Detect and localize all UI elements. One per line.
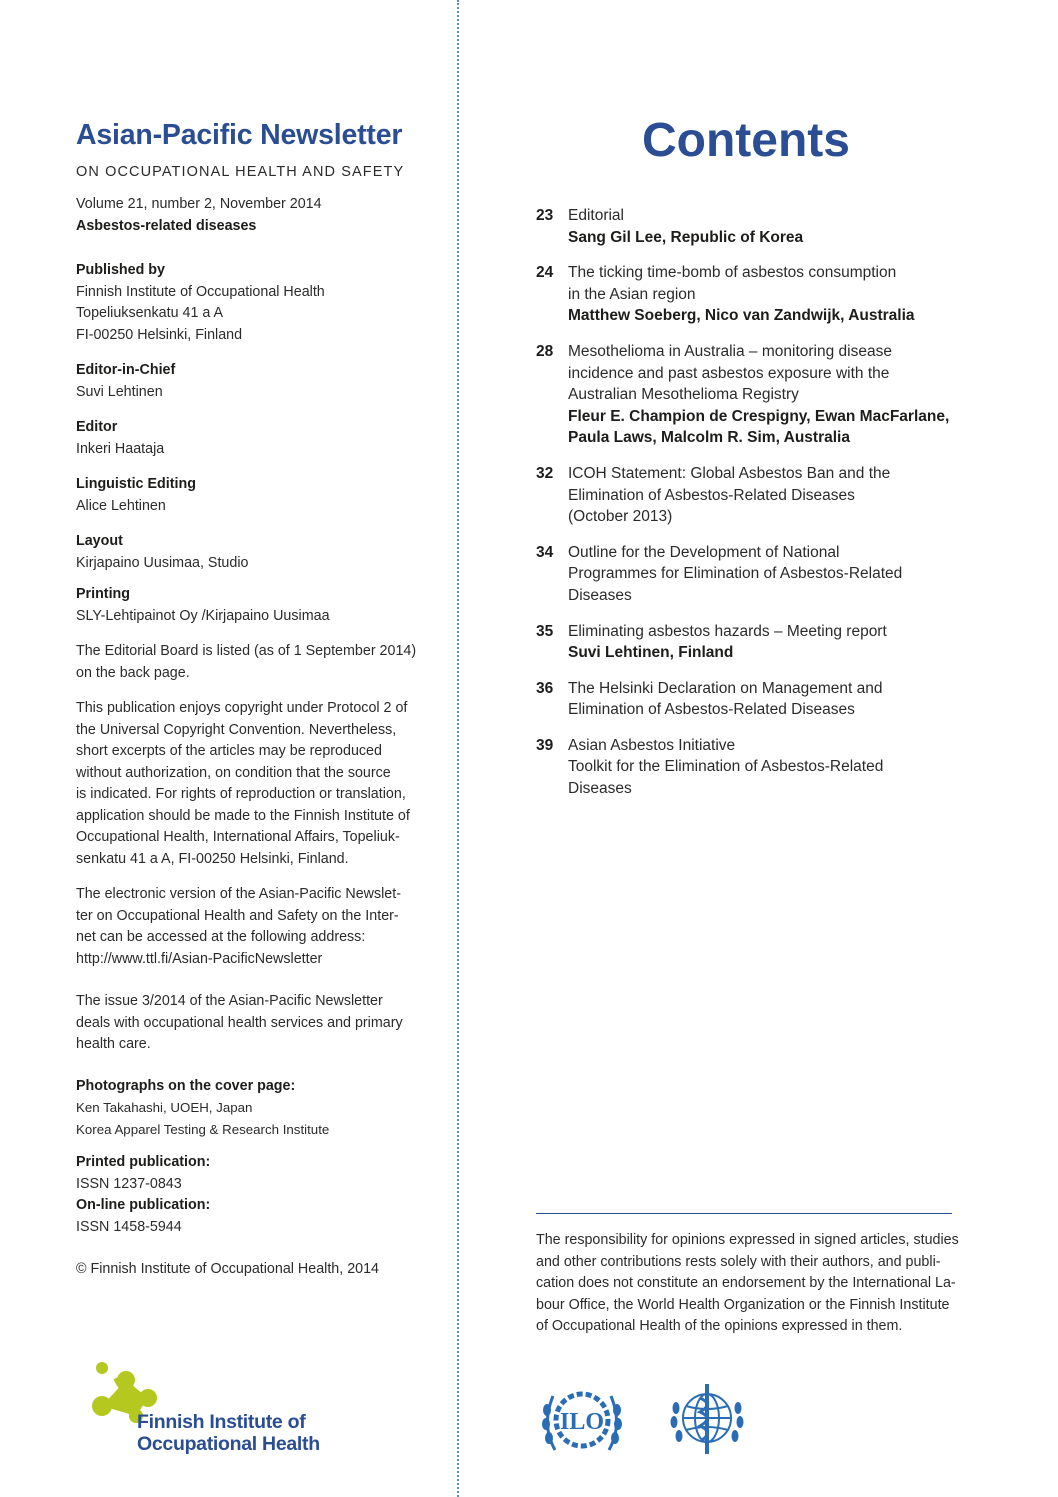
toc-title-line: in the Asian region	[568, 285, 696, 303]
toc-title-line: Eliminating asbestos hazards – Meeting report	[568, 622, 887, 640]
toc-authors-line: Fleur E. Champion de Crespigny, Ewan MacFarlane,	[568, 407, 950, 425]
toc-page-number: 32	[536, 464, 554, 482]
toc-title-line: The Helsinki Declaration on Management and	[568, 679, 883, 697]
fioh-logo-line: Occupational Health	[137, 1433, 320, 1455]
note-line: on the back page.	[76, 664, 190, 681]
toc-entry[interactable]	[536, 341, 976, 449]
ilo-letters: ILO	[559, 1409, 605, 1435]
credit-label: Editor	[76, 419, 118, 435]
toc-page-number: 24	[536, 264, 554, 282]
colophon	[76, 116, 431, 1281]
toc-title-line: ICOH Statement: Global Asbestos Ban and the	[568, 464, 891, 482]
toc-title-line: Asian Asbestos Initiative	[568, 736, 736, 754]
credit-label: Linguistic Editing	[76, 476, 196, 492]
note-line: senkatu 41 a A, FI-00250 Helsinki, Finland.	[76, 850, 349, 867]
toc-entry[interactable]	[536, 205, 976, 248]
publication-subtitle: ON OCCUPATIONAL HEALTH AND SAFETY	[76, 164, 405, 180]
note-line: application should be made to the Finnish Institute of	[76, 807, 410, 824]
toc-title-line: Elimination of Asbestos-Related Diseases	[568, 701, 855, 719]
note-line: deals with occupational health services and primary	[76, 1014, 403, 1031]
toc-authors-line: Sang Gil Lee, Republic of Korea	[568, 228, 804, 246]
note-line: ter on Occupational Health and Safety on the Inter-	[76, 907, 399, 924]
who-logo	[666, 1378, 748, 1460]
toc-authors-line: Matthew Soeberg, Nico van Zandwijk, Australia	[568, 307, 915, 325]
editorial-board-note	[76, 641, 431, 684]
credit-line: Alice Lehtinen	[76, 497, 166, 514]
toc-title-line: Diseases	[568, 586, 632, 604]
credit-editor	[76, 417, 431, 460]
credit-printing	[76, 584, 431, 627]
toc-title-line: Toolkit for the Elimination of Asbestos-Related	[568, 758, 884, 776]
toc-title-line: Editorial	[568, 207, 624, 224]
note-line: short excerpts of the articles may be reproduced	[76, 743, 382, 759]
column-divider	[457, 0, 459, 1497]
issue-theme: Asbestos-related diseases	[76, 217, 257, 234]
toc-entry[interactable]	[536, 542, 976, 607]
toc-title-line: Diseases	[568, 780, 632, 798]
copyright-note	[76, 698, 431, 870]
next-issue-note	[76, 991, 431, 1056]
credit-layout	[76, 531, 431, 574]
toc-title-line: incidence and past asbestos exposure with the	[568, 364, 890, 382]
disclaimer-line: cation does not constitute an endorsement by the International La-	[536, 1275, 956, 1291]
note-line: This publication enjoys copyright under Protocol 2 of	[76, 700, 408, 716]
issn-value: ISSN 1458-5944	[76, 1218, 182, 1235]
issn-label: Printed publication:	[76, 1154, 211, 1170]
disclaimer-line: The responsibility for opinions expressed in signed articles, studies	[536, 1232, 959, 1248]
toc-authors-line: Paula Laws, Malcolm R. Sim, Australia	[568, 429, 850, 447]
toc-page-number: 39	[536, 736, 554, 754]
credit-label: Editor-in-Chief	[76, 362, 176, 378]
credit-line: FI-00250 Helsinki, Finland	[76, 326, 243, 343]
note-line: net can be accessed at the following address:	[76, 929, 366, 945]
copyright-line: © Finnish Institute of Occupational Health, 2014	[76, 1261, 379, 1277]
credit-linguistic-editing	[76, 474, 431, 517]
toc-entry[interactable]	[536, 621, 976, 664]
publication-title: Asian-Pacific Newsletter	[76, 119, 403, 151]
electronic-version-note	[76, 884, 431, 970]
disclaimer-line: of Occupational Health of the opinions expressed in them.	[536, 1318, 903, 1334]
issn-block	[76, 1152, 431, 1238]
toc-entry[interactable]	[536, 262, 976, 327]
toc-page-number: 35	[536, 622, 554, 640]
note-line: health care.	[76, 1036, 151, 1052]
note-line: Occupational Health, International Affairs, Topeliuk-	[76, 829, 400, 845]
note-line: The electronic version of the Asian-Pacific Newslet-	[76, 886, 401, 902]
note-line: is indicated. For rights of reproduction or translation,	[76, 786, 406, 802]
credit-label: Layout	[76, 533, 123, 549]
disclaimer	[536, 1230, 981, 1338]
credit-line: Suvi Lehtinen	[76, 383, 163, 400]
toc-title-line: (October 2013)	[568, 508, 673, 526]
toc-title-line: Australian Mesothelioma Registry	[568, 386, 799, 404]
fioh-logo-line: Finnish Institute of	[137, 1411, 306, 1433]
credit-line: Korea Apparel Testing & Research Institute	[76, 1121, 330, 1137]
toc-page-number: 36	[536, 679, 554, 697]
credit-line: Kirjapaino Uusimaa, Studio	[76, 554, 249, 571]
fioh-logo-text	[137, 1411, 320, 1455]
toc-entry[interactable]	[536, 735, 976, 800]
credit-label: Published by	[76, 262, 165, 278]
credit-line: SLY-Lehtipainot Oy /Kirjapaino Uusimaa	[76, 607, 330, 624]
credits-block	[76, 260, 431, 627]
disclaimer-line: and other contributions rests solely with their authors, and publi-	[536, 1253, 941, 1270]
credit-label: Photographs on the cover page:	[76, 1077, 296, 1094]
newsletter-url[interactable]: http://www.ttl.fi/Asian-PacificNewsletter	[76, 950, 323, 967]
issue-line: Volume 21, number 2, November 2014	[76, 196, 322, 212]
issn-value: ISSN 1237-0843	[76, 1175, 182, 1192]
toc-page-number: 28	[536, 342, 554, 360]
credit-line: Ken Takahashi, UOEH, Japan	[76, 1100, 253, 1115]
toc-title-line: Mesothelioma in Australia – monitoring disease	[568, 342, 892, 360]
disclaimer-rule	[536, 1213, 952, 1214]
cover-photos-credit	[76, 1076, 431, 1141]
toc-entry[interactable]	[536, 678, 976, 721]
toc-title-line: The ticking time-bomb of asbestos consumption	[568, 264, 897, 282]
note-line: The Editorial Board is listed (as of 1 September 2014)	[76, 643, 417, 659]
disclaimer-line: bour Office, the World Health Organization or the Finnish Institute	[536, 1296, 950, 1313]
ilo-logo	[537, 1380, 627, 1460]
credit-editor-in-chief	[76, 360, 431, 403]
toc-entry[interactable]	[536, 463, 976, 528]
note-line: the Universal Copyright Convention. Nevertheless,	[76, 721, 397, 738]
note-line: The issue 3/2014 of the Asian-Pacific Newsletter	[76, 993, 383, 1009]
credit-line: Topeliuksenkatu 41 a A	[76, 305, 224, 321]
toc-authors-line: Suvi Lehtinen, Finland	[568, 644, 734, 662]
credit-line: Finnish Institute of Occupational Health	[76, 283, 325, 300]
table-of-contents	[536, 205, 976, 814]
toc-title-line: Outline for the Development of National	[568, 543, 840, 561]
credit-published-by	[76, 260, 431, 346]
contents-title: Contents	[642, 114, 850, 167]
toc-page-number: 23	[536, 207, 554, 224]
note-line: without authorization, on condition that the source	[76, 764, 391, 781]
toc-title-line: Elimination of Asbestos-Related Diseases	[568, 486, 855, 504]
toc-title-line: Programmes for Elimination of Asbestos-Related	[568, 565, 903, 583]
credit-label: Printing	[76, 586, 131, 602]
issn-label: On-line publication:	[76, 1197, 211, 1213]
toc-page-number: 34	[536, 543, 554, 561]
credit-line: Inkeri Haataja	[76, 440, 165, 457]
